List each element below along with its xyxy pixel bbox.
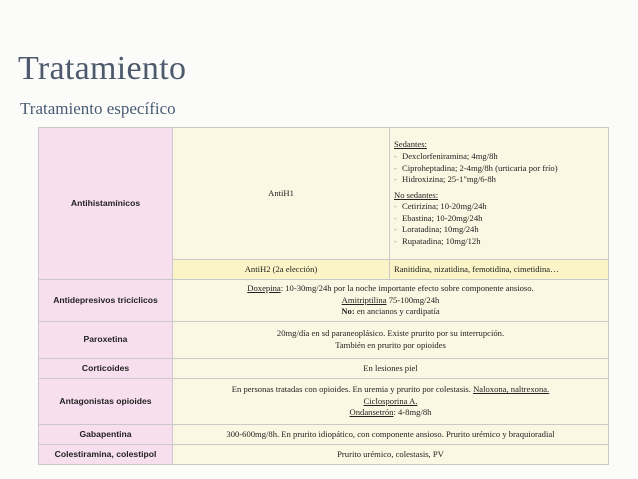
corticoides-content: En lesiones piel xyxy=(173,359,609,379)
drug-antihistaminicos: Antihistamínicos xyxy=(39,128,173,280)
table-row xyxy=(39,322,609,359)
drug-gabapentina: Gabapentina xyxy=(39,425,173,445)
list-item: - Ciproheptadina; 2-4mg/8h (urticaria por frío) xyxy=(394,163,604,175)
doxepina-name: Doxepina xyxy=(247,283,281,294)
drug-antagonistas: Antagonistas opioides xyxy=(39,379,173,425)
table-row xyxy=(39,280,609,322)
table-row xyxy=(39,425,609,445)
list-item: - Ebastina; 10-20mg/24h xyxy=(394,213,604,225)
page-title: Tratamiento xyxy=(18,50,187,87)
table-row xyxy=(39,445,609,465)
list-item: - Loratadina; 10mg/24h xyxy=(394,224,604,236)
no-sedantes-header: No sedantes: xyxy=(394,189,439,200)
drug-paroxetina: Paroxetina xyxy=(39,322,173,359)
amitriptilina-name: Amitriptilina xyxy=(341,294,387,305)
table-row xyxy=(39,359,609,379)
naloxona-link: Naloxona, naltrexona. xyxy=(473,384,550,395)
ondansetron-text: : 4-8mg/8h xyxy=(393,407,432,418)
no-sedantes-list xyxy=(394,201,604,247)
drug-corticoides: Corticoides xyxy=(39,359,173,379)
antidepresivos-content xyxy=(173,280,609,322)
table-row xyxy=(39,379,609,425)
ciclosporina: Ciclosporina A. xyxy=(363,395,418,406)
table-row xyxy=(39,128,609,260)
antagonistas-line1: En personas tratadas con opioides. En uremia y prurito por colestasis. xyxy=(231,384,474,395)
drug-antidepresivos: Antidepresivos tricíclicos xyxy=(39,280,173,322)
drug-colestiramina: Colestiramina, colestipol xyxy=(39,445,173,465)
colestiramina-content: Prurito urémico, colestasis, PV xyxy=(173,445,609,465)
antih2-label: AntiH2 (2a elección) xyxy=(173,260,390,280)
ondansetron-name: Ondansetrón xyxy=(349,407,394,418)
sedantes-header: Sedantes: xyxy=(394,139,427,150)
paroxetina-line1: 20mg/día en sd paraneoplásico. Existe prurito por su interrupción. xyxy=(276,328,505,339)
gabapentina-content: 300-600mg/8h. En prurito idiopático, con componente ansioso. Prurito urémico y braquioradial xyxy=(173,425,609,445)
amitriptilina-text: 75-100mg/24h xyxy=(386,294,440,305)
page-subtitle: Tratamiento específico xyxy=(20,99,176,118)
list-item: - Hidroxizina; 25-1"mg/6-8h xyxy=(394,174,604,186)
antih1-list-cell xyxy=(390,128,609,260)
treatment-table xyxy=(38,127,609,465)
antih1-label: AntiH1 xyxy=(173,128,390,260)
list-item: - Cetirizina; 10-20mg/24h xyxy=(394,201,604,213)
list-item: - Dexclorfeniramina; 4mg/8h xyxy=(394,151,604,163)
antih2-value: Ranitidina, nizatidina, femotidina, cimetidina… xyxy=(390,260,609,280)
sedantes-list xyxy=(394,151,604,186)
list-item: - Rupatadina; 10mg/12h xyxy=(394,236,604,248)
doxepina-text: : 10-30mg/24h por la noche importante efecto sobre componente ansioso. xyxy=(280,283,534,294)
antagonistas-content xyxy=(173,379,609,425)
paroxetina-line2: También en prurito por opioides xyxy=(335,340,446,350)
no-text: en ancianos y cardipatía xyxy=(354,306,440,317)
paroxetina-content xyxy=(173,322,609,359)
no-label: No: xyxy=(341,306,355,317)
